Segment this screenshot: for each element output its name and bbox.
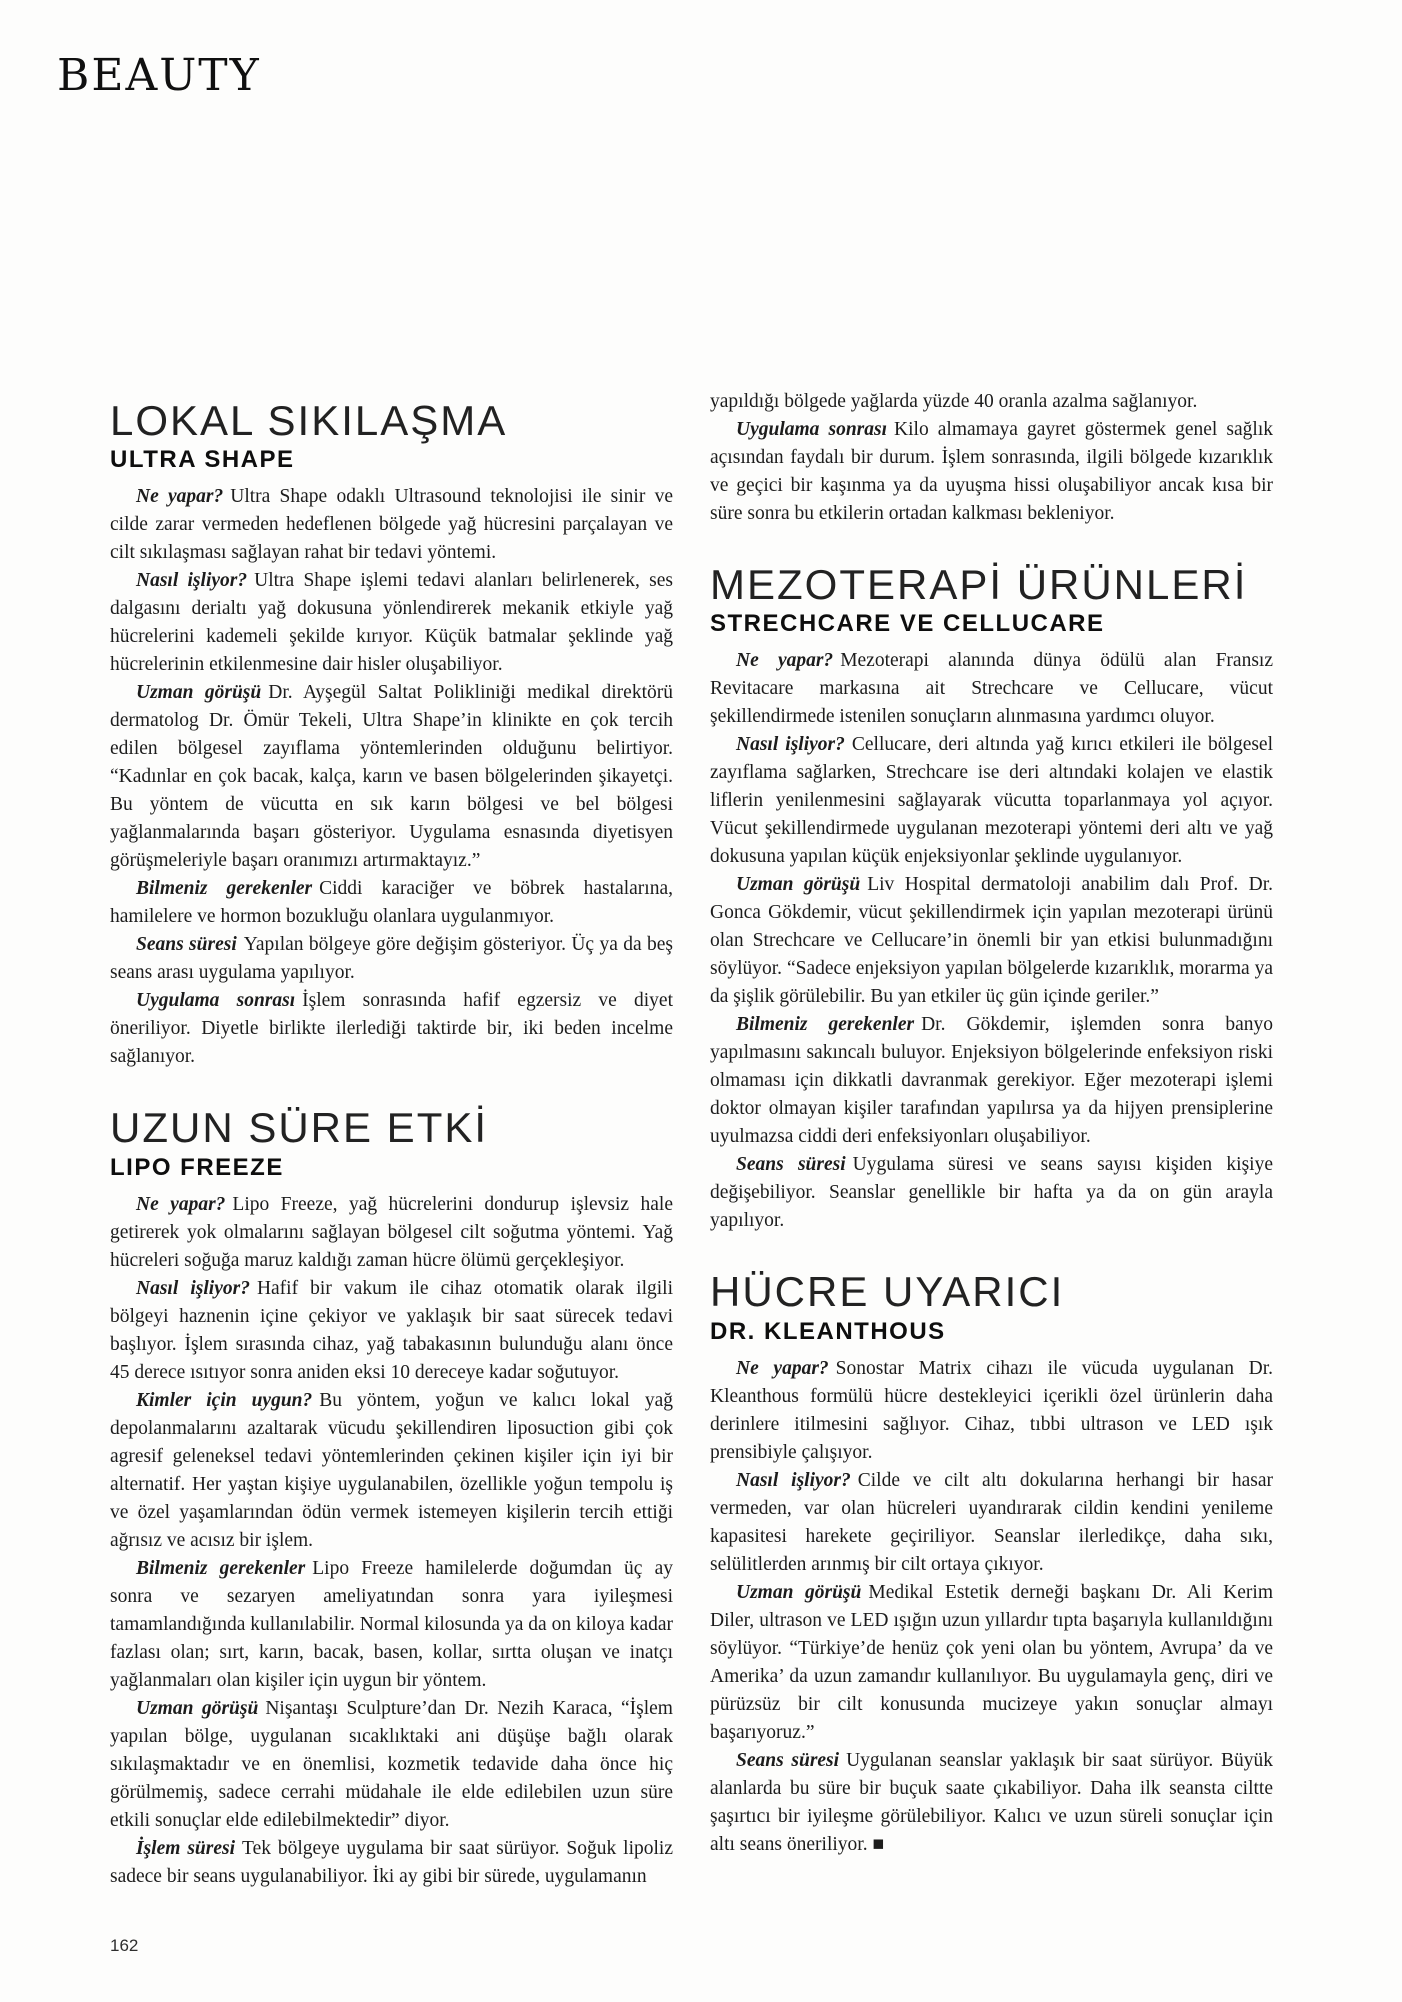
paragraph-label: Seans süresi	[736, 1154, 846, 1176]
paragraph-text: Uygulama süresi ve seans sayısı kişiden kişiye değişebiliyor. Seanslar genellikle bir hafta ya da on gün arayla yapılıyor.	[710, 1154, 1273, 1232]
paragraph-label: Bilmeniz gerekenler	[136, 878, 313, 900]
paragraph-text: Dr. Ayşegül Saltat Polikliniği medikal direktörü dermatolog Dr. Ömür Tekeli, Ultra Shape’in klinikte en çok tercih edilen bölgesel zayıflama yöntemlerinden olduğunu belirtiyor. “Kadınlar en çok bacak, kalça, karın ve basen bölgelerinden şikayetçi. Bu yöntem de vücutta en sık karın bölgesi ve bel bölgesi yağlanmalarında başarı gösteriyor. Uygulama esnasında diyetisyen görüşmeleriyle başarı oranımızı artırmaktayız.”	[110, 682, 673, 872]
paragraph-text: Ciddi karaciğer ve böbrek hastalarına, hamilelere ve hormon bozukluğu olanlara uygulanmıyor.	[110, 878, 673, 928]
paragraph-label: Uzman görüşü	[736, 1581, 862, 1603]
paragraph-label: Nasıl işliyor?	[136, 570, 248, 592]
paragraph-text: Lipo Freeze, yağ hücrelerini dondurup işlevsiz hale getirerek yok olmalarını sağlayan bölgesel cilt soğutma yöntemi. Yağ hücreleri soğuğa maruz kaldığı zaman hücre ölümü gerçekleşiyor.	[110, 1193, 673, 1271]
paragraph-text: Dr. Gökdemir, işlemden sonra banyo yapılmasını sakıncalı buluyor. Enjeksiyon bölgelerinde enfeksiyon riski olmaması için dikkatli davranmak gerekiyor. Eğer mezoterapi işlemi doktor olmayan kişiler tarafından yapılırsa ya da hijyen prensiplerine uyulmazsa ciddi deri enfeksiyonları oluşabiliyor.	[710, 1014, 1273, 1148]
article-section-hucre-uyarici	[710, 1269, 1273, 1858]
paragraph-text: Tek bölgeye uygulama bir saat sürüyor. Soğuk lipoliz sadece bir seans uygulanabiliyor. İki ay gibi bir sürede, uygulamanın	[110, 1837, 673, 1887]
paragraph-text: Hafif bir vakum ile cihaz otomatik olarak ilgili bölgeyi haznenin içine çekiyor ve yaklaşık bir saat sürecek tedavi başlıyor. İşlem sırasında cihaz, yağ tabakasının bulunduğu alanı önce 45 derece ısıtıyor sonra aniden eksi 10 dereceye kadar soğutuyor.	[110, 1277, 673, 1383]
paragraph-text: Sonostar Matrix cihazı ile vücuda uygulanan Dr. Kleanthous formülü hücre destekleyici içerikli özel ürünlerin daha derinlere itilmesini sağlıyor. Cihaz, tıbbi ultrason ve LED ışık prensibiyle çalışıyor.	[710, 1357, 1274, 1463]
paragraph-text: Medikal Estetik derneği başkanı Dr. Ali Kerim Diler, ultrason ve LED ışığın uzun yıllardır tıpta başarıyla kullanıldığını söylüyor. “Türkiye’de henüz çok yeni olan bu yöntem, Avrupa’ da ve Amerika’ da uzun zamandır kullanılıyor. Bu uygulamayla genç, diri ve pürüzsüz bir cilt konusunda mucizeye yakın sonuçlar almayı başarıyoruz.”	[710, 1581, 1273, 1743]
paragraph-label: Seans süresi	[736, 1749, 840, 1771]
paragraph-label: Seans süresi	[136, 934, 237, 956]
article-paragraph	[710, 416, 1273, 528]
section-subtitle: ULTRA SHAPE	[110, 446, 295, 474]
paragraph-text: Bu yöntem, yoğun ve kalıcı lokal yağ depolanmalarını azaltarak vücudu şekillendiren liposuction gibi çok agresif geleneksel tedavi yöntemlerinden çekinen kişiler için iyi bir alternatif. Her yaştan kişiye uygulanabilen, özellikle yoğun tempolu iş ve özel yaşamlarından ödün vermek istemeyen kişilerin tercih ettiği ağrısız ve acısız bir işlem.	[110, 1389, 673, 1551]
article-paragraph	[710, 871, 1273, 1011]
paragraph-label: Uzman görüşü	[736, 874, 861, 896]
paragraph-text: Yapılan bölgeye göre değişim gösteriyor. Üç ya da beş seans arası uygulama yapılıyor.	[110, 934, 674, 984]
article-paragraph	[710, 1355, 1273, 1467]
right-column	[710, 388, 1273, 1859]
paragraph-label: Ne yapar?	[736, 1357, 829, 1379]
paragraph-label: Uygulama sonrası	[136, 990, 296, 1012]
section-subtitle: DR. KLEANTHOUS	[710, 1317, 946, 1345]
article-paragraph	[710, 1467, 1273, 1579]
article-paragraph	[110, 987, 673, 1071]
article-section-mezoterapi-urunleri	[710, 562, 1273, 1235]
article-paragraph	[710, 1579, 1273, 1747]
page-number: 162	[110, 1936, 139, 1955]
paragraph-text: Liv Hospital dermatoloji anabilim dalı Prof. Dr. Gonca Gökdemir, vücut şekillendirmek için yapılan mezoterapi ürünü olan Strechcare ve Cellucare’in önemli bir yan etkisi bulunmadığını söylüyor. “Sadece enjeksiyon yapılan bölgelerde kızarıklık, morarma ya da şişlik görülebilir. Bu yan etkiler üç gün içinde geriler.”	[710, 874, 1273, 1008]
paragraph-label: Uzman görüşü	[136, 682, 262, 704]
paragraph-text: Kilo almamaya gayret göstermek genel sağlık açısından faydalı bir durum. İşlem sonrasında, ilgili bölgede kızarıklık ve geçici bir kaşınma ya da uyuşma hissi oluşabiliyor ancak kısa bir süre sonra bu etkilerin ortadan kalkması bekleniyor.	[710, 419, 1273, 524]
article-section-uzun-sure-etki	[110, 1105, 673, 1890]
article-paragraph	[110, 567, 673, 679]
article-paragraph	[710, 1011, 1273, 1151]
paragraph-label: Nasıl işliyor?	[736, 734, 845, 756]
article-paragraph	[110, 1191, 673, 1275]
paragraph-label: Nasıl işliyor?	[736, 1469, 851, 1491]
section-title: MEZOTERAPİ ÜRÜNLERİ	[710, 561, 1248, 608]
article-paragraph	[710, 731, 1273, 871]
paragraph-label: Kimler için uygun?	[136, 1389, 313, 1411]
paragraph-label: Uzman görüşü	[136, 1697, 259, 1719]
paragraph-label: Ne yapar?	[136, 486, 224, 508]
section-title: LOKAL SIKILAŞMA	[110, 397, 508, 444]
article-paragraph	[710, 1747, 1273, 1859]
paragraph-label: Ne yapar?	[136, 1193, 226, 1215]
paragraph-text: Ultra Shape işlemi tedavi alanları belirlenerek, ses dalgasını derialtı yağ dokusuna yönlendirerek mekanik etkiyle yağ hücrelerini kademeli şekilde kırıyor. Küçük batmalar şeklinde yağ hücrelerinin etkilenmesine dair hisler oluşabiliyor.	[110, 570, 674, 676]
section-title: HÜCRE UYARICI	[710, 1268, 1065, 1316]
article-paragraph	[110, 483, 673, 567]
paragraph-label: Nasıl işliyor?	[136, 1277, 250, 1299]
left-column	[110, 398, 673, 1891]
paragraph-text: Ultra Shape odaklı Ultrasound teknolojisi ile sinir ve cilde zarar vermeden hedeflenen bölgede yağ hücresini parçalayan ve cilt sıkılaşması sağlayan rahat bir tedavi yöntemi.	[110, 486, 673, 564]
section-subtitle: LIPO FREEZE	[110, 1153, 284, 1181]
article-paragraph	[110, 931, 673, 987]
paragraph-text: Cellucare, deri altında yağ kırıcı etkileri ile bölgesel zayıflama sağlarken, Strechcare ise deri altındaki kolajen ve elastik liflerin yenilenmesini sağlayarak vücutta toparlanmaya yol açıyor. Vücut şekillendirmede uygulanan mezoterapi yöntemi deri altı ve yağ dokusuna yapılan küçük enjeksiyonlar şeklinde uygulanıyor.	[710, 734, 1274, 868]
paragraph-text: Cilde ve cilt altı dokularına herhangi bir hasar vermeden, var olan hücreleri uyandırarak cildin kendini yenileme kapasitesi harekete geçiriliyor. Seanslar ilerledikçe, daha sıkı, selülitlerden arınmış bir cilt ortaya çıkıyor.	[710, 1469, 1273, 1575]
paragraph-text: yapıldığı bölgede yağlarda yüzde 40 oranla azalma sağlanıyor.	[710, 391, 1198, 412]
article-paragraph	[710, 1151, 1273, 1235]
article-paragraph	[710, 388, 1273, 416]
article-paragraph	[110, 1835, 673, 1891]
article-paragraph	[110, 679, 673, 875]
paragraph-label: İşlem süresi	[136, 1837, 236, 1859]
section-title: UZUN SÜRE ETKİ	[110, 1104, 489, 1152]
section-subtitle: STRECHCARE VE CELLUCARE	[710, 610, 1105, 638]
article-paragraph	[110, 875, 673, 931]
paragraph-label: Bilmeniz gerekenler	[736, 1014, 915, 1036]
paragraph-label: Bilmeniz gerekenler	[136, 1557, 306, 1579]
magazine-masthead: BEAUTY	[57, 50, 261, 101]
paragraph-text: Nişantaşı Sculpture’dan Dr. Nezih Karaca, “İşlem yapılan bölge, uygulanan sıcaklıktaki ani düşüşe bağlı olarak sıkılaşmaktadır ve en önemlisi, kozmetik tedavide daha önce hiç görülmemiş, sadece cerrahi müdahale ile elde edilebilen uzun süre etkili sonuçlar elde edilebilmektedir” diyor.	[110, 1697, 673, 1831]
paragraph-text: İşlem sonrasında hafif egzersiz ve diyet öneriliyor. Diyetle birlikte ilerlediği taktirde bir, iki beden incelme sağlanıyor.	[110, 990, 673, 1068]
article-paragraph	[110, 1555, 673, 1695]
paragraph-text: Uygulanan seanslar yaklaşık bir saat sürüyor. Büyük alanlarda bu süre bir buçuk saate çıkabiliyor. Daha ilk seansta ciltte şaşırtıcı bir iyileşme görülebiliyor. Kalıcı ve uzun süreli sonuçlar için altı seans öneriliyor. ■	[710, 1749, 1273, 1855]
paragraph-label: Uygulama sonrası	[736, 419, 888, 440]
paragraph-text: Lipo Freeze hamilelerde doğumdan üç ay sonra ve sezaryen ameliyatından sonra yara iyileşmesi tamamlandığında kullanılabilir. Normal kilosunda ya da on kiloya kadar fazlası olan; sırt, karın, bacak, basen, kollar, sırtta oluşan ve inatçı yağlanmaları olan kişiler için uygun bir yöntem.	[110, 1557, 673, 1691]
paragraph-label: Ne yapar?	[736, 650, 834, 672]
article-continuation	[710, 388, 1273, 528]
article-paragraph	[110, 1275, 673, 1387]
paragraph-text: Mezoterapi alanında dünya ödülü alan Fransız Revitacare markasına ait Strechcare ve Cellucare, vücut şekillendirmede istenilen sonuçların alınmasına yardımcı oluyor.	[710, 650, 1273, 728]
article-paragraph	[110, 1695, 673, 1835]
article-paragraph	[710, 647, 1273, 731]
article-paragraph	[110, 1387, 673, 1555]
article-section-lokal-sikilasma	[110, 398, 673, 1071]
